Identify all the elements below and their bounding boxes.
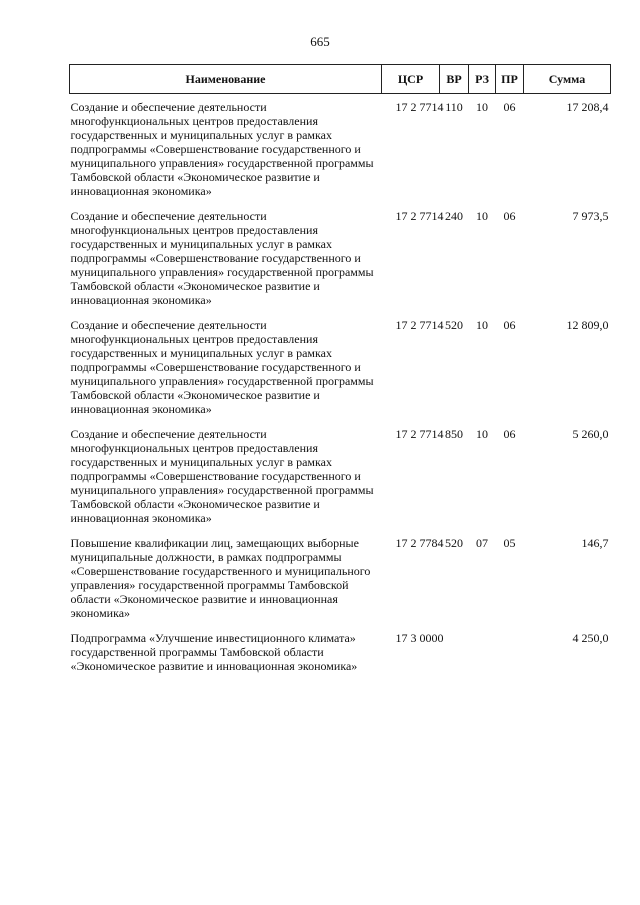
row-sum: 7 973,5 [572, 209, 609, 223]
row-pr [496, 631, 524, 684]
row-csr: 17 3 0000 [395, 631, 444, 645]
header-pr: ПР [496, 65, 524, 94]
table-row [70, 427, 611, 536]
table-row [70, 94, 611, 210]
row-csr: 17 2 7714 [395, 318, 444, 332]
row-rz: 10 [476, 318, 488, 332]
row-sum: 17 208,4 [566, 100, 609, 114]
budget-table [69, 64, 611, 684]
row-vr: 520 [445, 536, 463, 550]
row-name: Подпрограмма «Улучшение инвестиционного климата» государственной программы Тамбовской области «Экономическое развитие и инновационная экономика» [70, 631, 358, 673]
header-name: Наименование [70, 65, 382, 94]
row-rz [469, 631, 496, 684]
row-pr: 06 [503, 318, 516, 332]
row-csr: 17 2 7714 [395, 209, 444, 223]
page-number: 665 [310, 34, 330, 49]
row-vr [440, 631, 469, 684]
table-row [70, 209, 611, 318]
header-rz: РЗ [469, 65, 496, 94]
row-name: Создание и обеспечение деятельности многофункциональных центров предоставления государственных и муниципальных услуг в рамках подпрограммы «Совершенствование государственного и муниципального управления» государственной программы Тамбовской области «Экономическое развитие и инновационная экономика» [70, 100, 374, 198]
row-vr: 520 [445, 318, 463, 332]
row-csr: 17 2 7784 [395, 536, 444, 550]
header-row [70, 65, 611, 94]
table-row [70, 318, 611, 427]
row-rz: 10 [476, 209, 488, 223]
row-sum: 5 260,0 [572, 427, 609, 441]
row-rz: 10 [476, 427, 488, 441]
row-pr: 05 [503, 536, 516, 550]
table-header [70, 65, 611, 94]
row-sum: 146,7 [581, 536, 609, 550]
row-sum: 12 809,0 [566, 318, 609, 332]
header-csr: ЦСР [382, 65, 440, 94]
row-csr: 17 2 7714 [395, 427, 444, 441]
row-name: Повышение квалификации лиц, замещающих выборные муниципальные должности, в рамках подпрограммы «Совершенствование государственного и муниципального управления» государственной программы Тамбовской области «Экономическое развитие и инновационная экономика» [70, 536, 371, 620]
row-vr: 110 [445, 100, 463, 114]
table-body [70, 94, 611, 685]
row-pr: 06 [503, 209, 516, 223]
row-name: Создание и обеспечение деятельности многофункциональных центров предоставления государственных и муниципальных услуг в рамках подпрограммы «Совершенствование государственного и муниципального управления» государственной программы Тамбовской области «Экономическое развитие и инновационная экономика» [70, 427, 374, 525]
row-csr: 17 2 7714 [395, 100, 444, 114]
row-name: Создание и обеспечение деятельности многофункциональных центров предоставления государственных и муниципальных услуг в рамках подпрограммы «Совершенствование государственного и муниципального управления» государственной программы Тамбовской области «Экономическое развитие и инновационная экономика» [70, 209, 374, 307]
header-sum: Сумма [524, 65, 611, 94]
row-sum: 4 250,0 [572, 631, 609, 645]
table-row [70, 536, 611, 631]
row-rz: 10 [476, 100, 488, 114]
row-rz: 07 [476, 536, 488, 550]
row-name: Создание и обеспечение деятельности многофункциональных центров предоставления государственных и муниципальных услуг в рамках подпрограммы «Совершенствование государственного и муниципального управления» государственной программы Тамбовской области «Экономическое развитие и инновационная экономика» [70, 318, 374, 416]
row-pr: 06 [503, 427, 516, 441]
row-vr: 850 [445, 427, 463, 441]
table-row [70, 631, 611, 684]
row-vr: 240 [445, 209, 463, 223]
row-pr: 06 [503, 100, 516, 114]
header-vr: ВР [440, 65, 469, 94]
